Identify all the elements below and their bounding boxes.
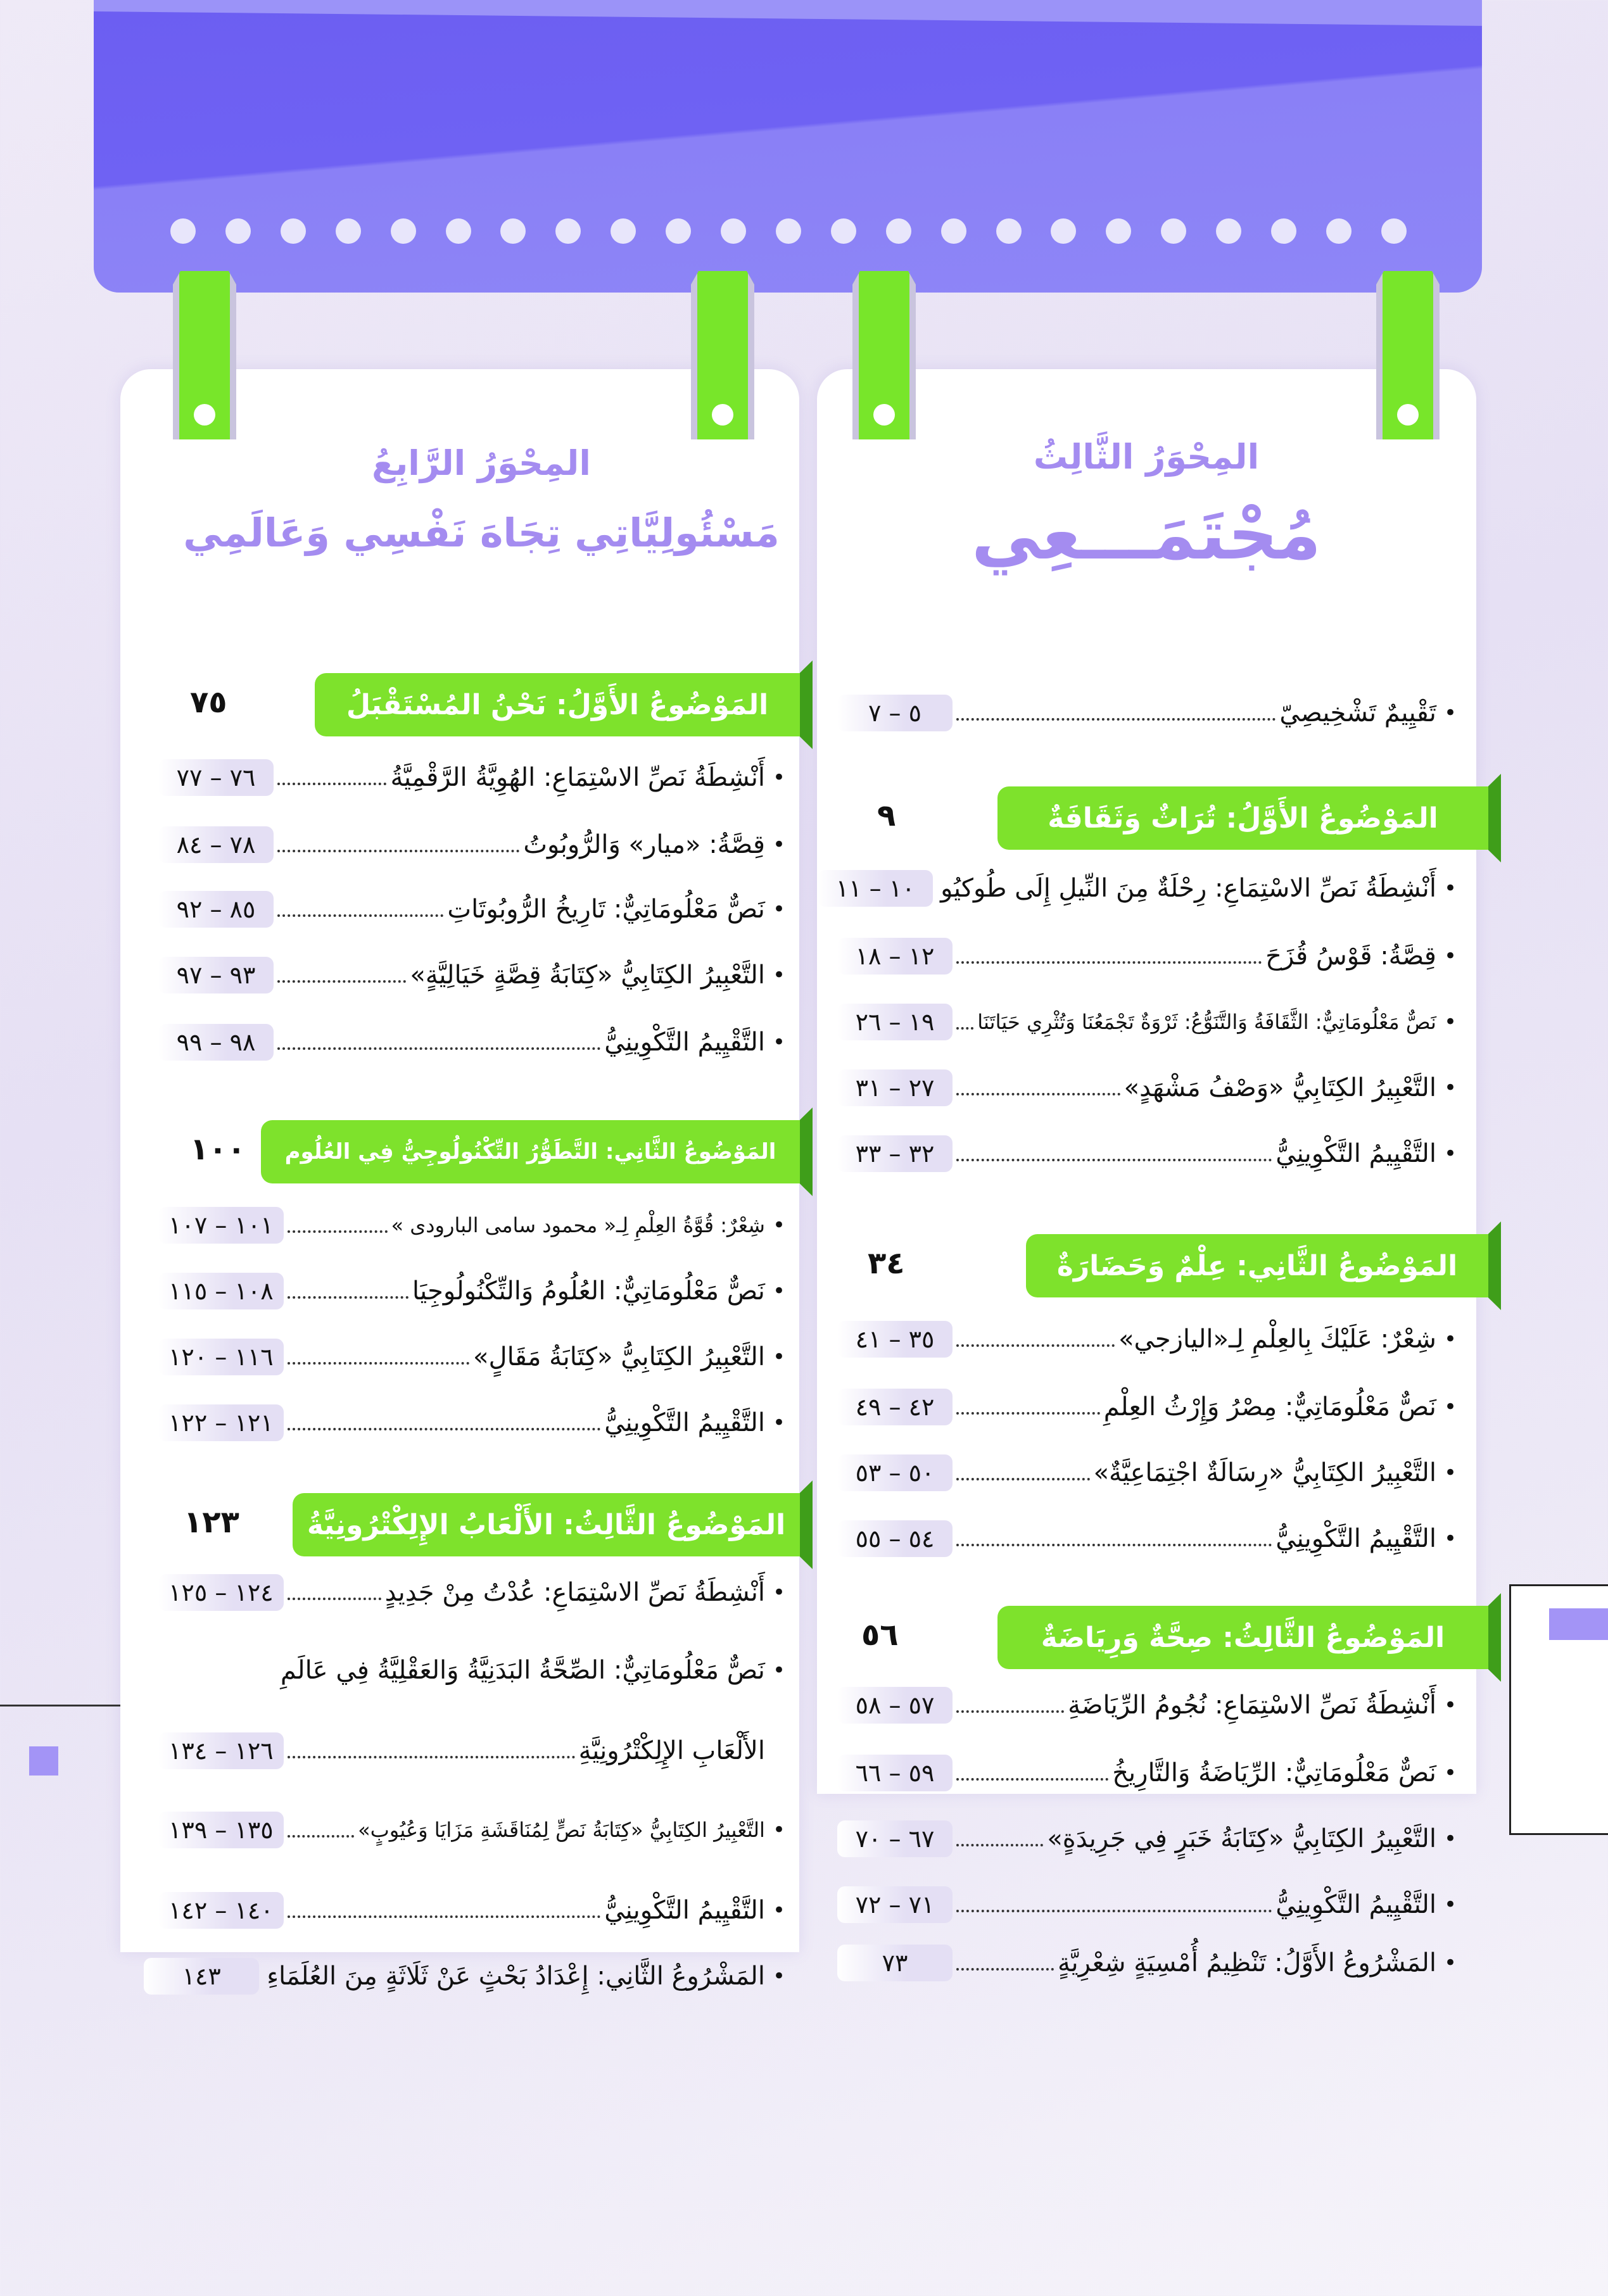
entry-title: التَّقْيِيمُ التَّكْوِينِيُّ	[604, 1408, 765, 1437]
banner-dot	[1326, 218, 1352, 244]
entry-title: الأَلْعَابِ الإِلِكْتْرُونِيَّةِ	[578, 1736, 765, 1765]
entry-title: التَّعْبِيرُ الكِتَابِيُّ «رِسَالَةٌ اجْتِمَاعِيَّةٌ»	[1093, 1458, 1436, 1487]
banner-dot	[1271, 218, 1296, 244]
decorative-square	[29, 1746, 58, 1776]
bullet-icon: •	[1443, 1760, 1457, 1786]
bullet-icon: •	[772, 1278, 785, 1304]
page-range: ١٢٤ – ١٢٥	[158, 1574, 284, 1611]
dot-leader	[956, 1027, 973, 1030]
bullet-icon: •	[1443, 1009, 1457, 1035]
entry-title: أَنْشِطَةُ نَصِّ الاسْتِمَاعِ: عُدْتُ مِنْ جَدِيدٍ	[384, 1578, 765, 1607]
banner-dot	[831, 218, 856, 244]
toc-entry[interactable]	[158, 1020, 785, 1064]
page-range: ١٠٨ – ١١٥	[158, 1273, 284, 1309]
entry-title: التَّقْيِيمُ التَّكْوِينِيُّ	[604, 1028, 765, 1057]
dot-leader	[956, 1844, 1043, 1846]
entry-title: التَّعْبِيرُ الكِتَابِيُّ «كِتَابَةُ قِصَّةٍ خَيَالِيَّةٍ»	[410, 961, 765, 990]
toc-entry[interactable]	[158, 1648, 785, 1693]
bullet-icon: •	[772, 1213, 785, 1238]
bullet-icon: •	[1443, 1394, 1457, 1420]
dot-leader	[277, 980, 406, 983]
toc-entry[interactable]	[837, 866, 1457, 911]
page-range: ١١٦ – ١٢٠	[158, 1339, 284, 1375]
bullet-icon: •	[772, 1030, 785, 1055]
banner-dot	[1161, 218, 1186, 244]
entry-title: نَصٌّ مَعْلُومَاتِيٌّ: العُلُومُ وَالتِّكْنُولُوجِيَا	[412, 1277, 765, 1306]
page-range: ٧١ – ٧٢	[837, 1886, 953, 1923]
bullet-icon: •	[772, 1658, 785, 1683]
topic-start-page: ٥٦	[861, 1617, 899, 1653]
banner-dot	[225, 218, 251, 244]
banner-dot	[941, 218, 966, 244]
page-range: ٨٥ – ٩٢	[158, 891, 274, 928]
bullet-icon: •	[1443, 1693, 1457, 1718]
entry-title: التَّعْبِيرُ الكِتَابِيُّ «كِتَابَةُ خَبَرٍ فِي جَرِيدَةٍ»	[1047, 1824, 1436, 1853]
banner-dot	[391, 218, 416, 244]
page-range: ٤٢ – ٤٩	[837, 1389, 953, 1425]
bullet-icon: •	[1443, 1950, 1457, 1976]
entry-title: التَّقْيِيمُ التَّكْوِينِيُّ	[1276, 1890, 1436, 1919]
page-range: ١٤٠ – ١٤٢	[158, 1892, 284, 1929]
banner-dot	[336, 218, 361, 244]
topic-start-page: ١٢٣	[184, 1504, 239, 1540]
page-range: ٧٨ – ٨٤	[158, 826, 274, 863]
binder-clip	[852, 271, 916, 439]
page-range: ١٠ – ١١	[818, 870, 933, 907]
bullet-icon: •	[1443, 876, 1457, 901]
bullet-icon: •	[1443, 1141, 1457, 1166]
topic-start-page: ٧٥	[190, 684, 227, 720]
toc-entry[interactable]	[837, 1451, 1457, 1495]
dot-leader	[956, 718, 1276, 721]
dot-leader	[956, 1093, 1120, 1095]
dot-leader	[288, 1598, 381, 1600]
topic-start-page: ٣٤	[868, 1246, 905, 1281]
decorative-square	[1549, 1608, 1608, 1640]
banner-dot	[446, 218, 471, 244]
page-range: ٦٧ – ٧٠	[837, 1820, 953, 1857]
entry-title: شِعْرٌ: عَلَيْكَ بِالعِلْمِ لِـ«اليازجي»	[1118, 1325, 1436, 1354]
toc-entry[interactable]	[158, 1570, 785, 1615]
bullet-icon: •	[772, 1898, 785, 1923]
banner-dot	[776, 218, 801, 244]
page-range: ١٣٥ – ١٣٩	[158, 1812, 284, 1848]
topic-banner: المَوْضُوعُ الأَوَّلُ: تُرَاثٌ وَثَقَافَةٌ	[997, 786, 1488, 850]
dot-leader	[288, 1296, 408, 1299]
dot-leader	[956, 1910, 1272, 1912]
binder-clip	[173, 271, 236, 439]
bullet-icon: •	[772, 1964, 785, 1989]
bullet-icon: •	[1443, 1826, 1457, 1851]
topic-banner: المَوْضُوعُ الثَّانِي: التَّطَوُّرُ التِّكْنُولُوجِيُّ فِي العُلُوم	[261, 1120, 800, 1183]
entry-title: التَّقْيِيمُ التَّكْوِينِيُّ	[1276, 1139, 1436, 1168]
dot-leader	[956, 1968, 1054, 1971]
binder-clip	[691, 271, 754, 439]
bullet-icon: •	[772, 962, 785, 988]
entry-title: التَّعْبِيرُ الكِتَابِيُّ «وَصْفُ مَشْهَدٍ»	[1124, 1073, 1436, 1102]
page-range: ٣٥ – ٤١	[837, 1321, 953, 1358]
topic-banner: المَوْضُوعُ الأَوَّلُ: نَحْنُ المُسْتَقْبَلُ	[315, 673, 800, 736]
page-range: ٥ – ٧	[837, 695, 953, 731]
toc-entry[interactable]	[837, 934, 1457, 978]
toc-entry[interactable]	[837, 1883, 1457, 1927]
dot-leader	[288, 1915, 601, 1918]
toc-entry[interactable]	[837, 1385, 1457, 1429]
bullet-icon: •	[772, 832, 785, 857]
page-range: ٥٧ – ٥٨	[837, 1687, 953, 1724]
banner-dot	[666, 218, 691, 244]
entry-title: قِصَّةُ: قَوْسُ قُزَحَ	[1265, 942, 1436, 971]
toc-entry[interactable]	[158, 1335, 785, 1379]
dot-leader	[288, 1362, 469, 1365]
toc-entry[interactable]	[158, 1808, 785, 1852]
page-range: ٣٢ – ٣٣	[837, 1135, 953, 1172]
bullet-icon: •	[1443, 1327, 1457, 1352]
toc-entry[interactable]	[837, 1132, 1457, 1176]
dot-leader	[956, 1710, 1064, 1713]
entry-title: شِعْرٌ: قُوَّةُ العِلْمِ لِـ« محمود سامى البارودى »	[391, 1213, 765, 1237]
bullet-icon: •	[1443, 1892, 1457, 1917]
entry-title: تَقْيِيمٌ تَشْخِيصِيّ	[1279, 698, 1436, 728]
dot-leader	[277, 850, 519, 852]
banner-dot	[170, 218, 196, 244]
page-range: ٥٩ – ٦٦	[837, 1755, 953, 1791]
banner-dot	[1216, 218, 1241, 244]
entry-title: المَشْرُوعُ الثَّانِي: إِعْدَادُ بَحْثٍ عَنْ ثَلَاثَةٍ مِنَ العُلَمَاءِ	[267, 1962, 765, 1991]
bullet-icon: •	[1443, 700, 1457, 726]
entry-title: أَنْشِطَةُ نَصِّ الاسْتِمَاعِ: الهُوِيَّةُ الرَّقْمِيَّةُ	[390, 763, 765, 792]
toc-entry[interactable]	[837, 1517, 1457, 1561]
toc-entry[interactable]	[158, 1729, 785, 1773]
page-range: ٧٣	[837, 1945, 953, 1981]
page-range: ١٢ – ١٨	[837, 938, 953, 975]
toc-entry[interactable]	[158, 953, 785, 997]
toc-entry[interactable]	[158, 755, 785, 800]
decorative-line	[0, 1705, 120, 1706]
bullet-icon: •	[772, 1817, 785, 1843]
entry-title: أَنْشِطَةُ نَصِّ الاسْتِمَاعِ: نُجُومُ الرِّيَاضَةِ	[1068, 1691, 1436, 1720]
toc-entry[interactable]	[837, 1817, 1457, 1861]
page-range: ١٢١ – ١٢٢	[158, 1404, 284, 1441]
dot-leader	[956, 1159, 1272, 1161]
banner-dot	[996, 218, 1022, 244]
toc-entry[interactable]	[158, 1203, 785, 1247]
toc-entry[interactable]	[158, 887, 785, 931]
entry-title: التَّقْيِيمُ التَّكْوِينِيُّ	[604, 1896, 765, 1925]
bullet-icon: •	[772, 1410, 785, 1435]
toc-entry[interactable]	[158, 1888, 785, 1933]
dot-leader	[956, 1544, 1272, 1546]
page-range: ١٤٣	[144, 1958, 259, 1995]
toc-entry[interactable]	[837, 1941, 1457, 1985]
dot-leader	[288, 1428, 601, 1430]
right-axis-label: المِحْوَرُ الثَّالِثُ	[1033, 437, 1260, 477]
page-range: ١٠١ – ١٠٧	[158, 1207, 284, 1244]
dot-leader	[956, 1412, 1100, 1415]
page-range: ١٩ – ٢٦	[837, 1004, 953, 1040]
banner-dot	[611, 218, 636, 244]
page-range: ٧٦ – ٧٧	[158, 759, 274, 796]
dot-leader	[288, 1756, 575, 1758]
banner-dot	[721, 218, 746, 244]
banner-dot	[281, 218, 306, 244]
bullet-icon: •	[1443, 1075, 1457, 1101]
binder-clip	[1376, 271, 1440, 439]
topic-banner: المَوْضُوعُ الثَّانِي: عِلْمٌ وَحَضَارَةٌ	[1026, 1234, 1488, 1297]
toc-entry[interactable]	[158, 823, 785, 867]
entry-title: نَصٌّ مَعْلُومَاتِيٌّ: الثَّقَافَةُ وَالتَّنَوُّعُ: ثَرْوَةٌ تَجْمَعُنَا وَتُثْرِي حَيَاتَنَا	[977, 1010, 1436, 1034]
page-range: ٥٠ – ٥٣	[837, 1454, 953, 1491]
banner-dot	[886, 218, 911, 244]
bullet-icon: •	[772, 1344, 785, 1370]
bullet-icon: •	[772, 765, 785, 790]
page-range: ٥٤ – ٥٥	[837, 1520, 953, 1557]
toc-entry[interactable]	[158, 1401, 785, 1445]
page-range: ٩٨ – ٩٩	[158, 1024, 274, 1061]
page-range: ١٢٦ – ١٣٤	[158, 1732, 284, 1769]
toc-entry[interactable]	[837, 1066, 1457, 1110]
entry-title: نَصٌّ مَعْلُومَاتِيٌّ: الرِّيَاضَةُ وَالتَّارِيخُ	[1112, 1758, 1436, 1788]
left-axis-title: مَسْئُولِيَّاتِي تِجَاهَ نَفْسِي وَعَالَمِي	[183, 510, 780, 556]
top-banner	[94, 0, 1482, 293]
topic-banner: المَوْضُوعُ الثَّالِثُ: الأَلْعَابُ الإِلِكْتْرُونِيَّةُ	[293, 1493, 800, 1556]
dot-leader	[277, 1047, 600, 1050]
banner-dot	[1381, 218, 1407, 244]
page-range: ٩٣ – ٩٧	[158, 957, 274, 993]
right-axis-title: مُجْتَمَـــعِي	[971, 494, 1322, 575]
bullet-icon: •	[772, 1580, 785, 1605]
entry-title: التَّعْبِيرُ الكِتَابِيُّ «كِتَابَةُ نَصٍّ لِمُنَاقَشَةِ مَزَايَا وَعُيُوبٍ»	[358, 1818, 765, 1842]
toc-entry[interactable]	[837, 1751, 1457, 1795]
entry-title: قِصَّةُ: «ميار» وَالرُّوبُوتُ	[523, 830, 765, 859]
dot-leader	[956, 1344, 1115, 1347]
bullet-icon: •	[1443, 1460, 1457, 1485]
dot-leader	[956, 1478, 1090, 1480]
dot-leader	[956, 1778, 1108, 1781]
entry-title: المَشْرُوعُ الأَوَّلُ: تَنْظِيمُ أُمْسِيَةٍ شِعْرِيَّةٍ	[1058, 1948, 1436, 1977]
dot-leader	[956, 961, 1262, 964]
entry-title: نَصٌّ مَعْلُومَاتِيٌّ: مِصْرُ وَإِرْثُ العِلْمِ	[1103, 1392, 1436, 1422]
topic-start-page: ١٠٠	[190, 1132, 246, 1167]
bullet-icon: •	[1443, 943, 1457, 969]
toc-entry[interactable]	[837, 1000, 1457, 1044]
toc-entry[interactable]	[837, 1317, 1457, 1361]
dot-leader	[288, 1835, 354, 1838]
toc-entry[interactable]	[837, 691, 1457, 735]
topic-banner: المَوْضُوعُ الثَّالِثُ: صِحَّةٌ وَرِيَاضَةٌ	[997, 1606, 1488, 1669]
entry-title: التَّعْبِيرُ الكِتَابِيُّ «كِتَابَةُ مَقَالٍ»	[473, 1342, 765, 1372]
bullet-icon: •	[1443, 1526, 1457, 1551]
toc-entry[interactable]	[158, 1269, 785, 1313]
toc-entry[interactable]	[158, 1954, 785, 1998]
entry-title: نَصٌّ مَعْلُومَاتِيٌّ: تَارِيخُ الرُّوبُوتَاتِ	[447, 895, 765, 924]
bullet-icon: •	[772, 897, 785, 922]
entry-title: أَنْشِطَةُ نَصِّ الاسْتِمَاعِ: رِحْلَةٌ مِنَ النِّيلِ إِلَى طُوكيُو	[940, 874, 1436, 903]
left-axis-label: المِحْوَرُ الرَّابِعُ	[372, 443, 591, 483]
toc-entry[interactable]	[837, 1683, 1457, 1727]
dot-leader	[288, 1230, 388, 1233]
topic-start-page: ٩	[877, 798, 896, 833]
page-range: ٢٧ – ٣١	[837, 1069, 953, 1106]
entry-title: التَّقْيِيمُ التَّكْوِينِيُّ	[1276, 1524, 1436, 1553]
entry-title: نَصٌّ مَعْلُومَاتِيٌّ: الصِّحَّةُ البَدَنِيَّةُ وَالعَقْلِيَّةُ فِي عَالَمِ	[280, 1656, 765, 1685]
dot-leader	[277, 914, 443, 917]
dot-leader	[277, 783, 386, 785]
